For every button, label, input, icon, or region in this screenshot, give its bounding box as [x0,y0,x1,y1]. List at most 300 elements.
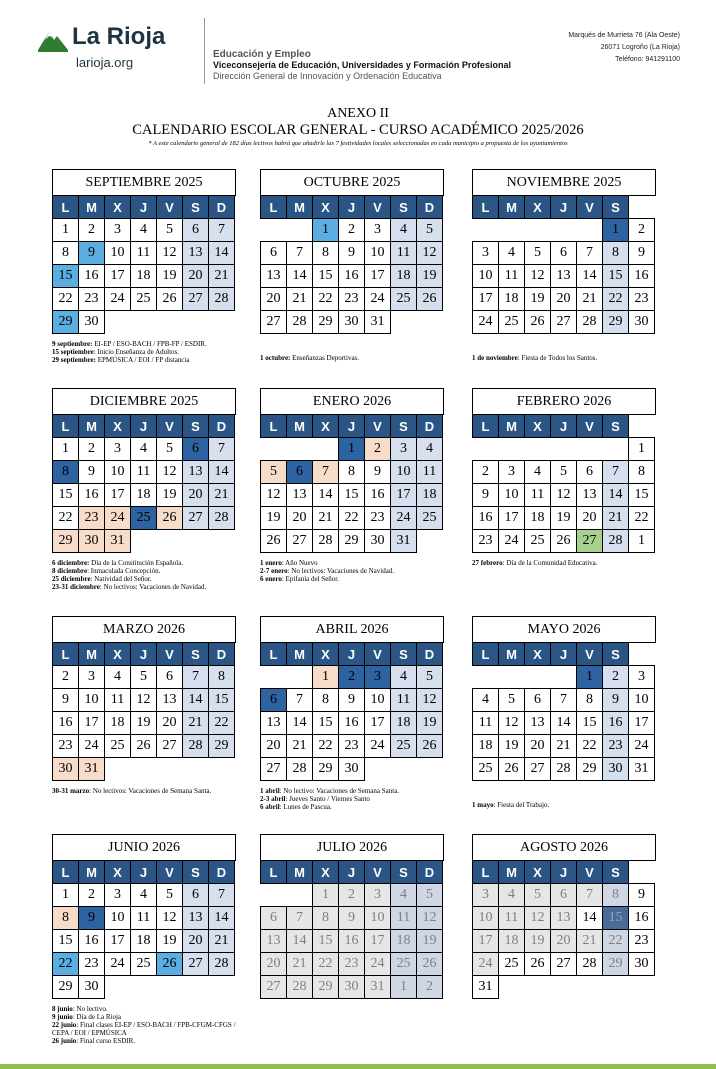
weekday-header: V [156,642,183,666]
day-cell: 19 [524,929,551,953]
day-cell: 24 [364,287,391,311]
dept-line: Viceconsejería de Educación, Universidades y Formación Profesional [213,60,511,70]
empty-day-cell [260,437,287,461]
day-cell: 11 [416,460,443,484]
weekday-header: V [364,195,391,219]
day-cell: 30 [78,529,105,553]
empty-day-cell [498,437,525,461]
day-cell: 7 [208,437,235,461]
empty-day-cell [550,437,577,461]
day-cell: 23 [338,952,365,976]
title-footnote: * A este calendario general de 182 días lectivos habrá que añadirle las 7 festividades locales seleccionadas en cada municipio a propuesta de los ayuntamientos [148,140,568,147]
day-cell: 24 [628,734,655,758]
day-cell: 9 [602,688,629,712]
day-cell: 19 [260,506,287,530]
day-cell: 28 [208,952,235,976]
day-cell: 2 [364,437,391,461]
weekday-header: J [550,414,577,438]
day-cell: 13 [286,483,313,507]
footer-line [0,1064,716,1069]
day-cell: 12 [130,688,157,712]
note-line [472,559,658,567]
day-cell: 22 [312,734,339,758]
day-cell: 6 [286,460,313,484]
empty-day-cell [182,757,209,781]
empty-day-cell [524,218,551,242]
day-cell: 19 [130,711,157,735]
weekday-header: S [602,195,629,219]
day-cell: 12 [550,483,577,507]
note-date: 2-3 abril [260,795,286,803]
day-cell: 11 [390,688,417,712]
day-cell: 16 [364,483,391,507]
empty-day-cell [156,529,183,553]
day-cell: 19 [416,929,443,953]
day-cell: 4 [390,218,417,242]
day-cell: 20 [260,287,287,311]
empty-day-cell [182,529,209,553]
weekday-header: S [182,860,209,884]
month-calendar [260,616,444,781]
day-cell: 2 [78,437,105,461]
note-text: : Año Nuevo [281,559,318,567]
empty-day-cell [472,665,499,689]
note-text: : Fiesta del Trabajo. [493,801,550,809]
day-cell: 23 [628,287,655,311]
day-cell: 5 [524,883,551,907]
day-cell: 27 [286,529,313,553]
day-cell: 4 [524,460,551,484]
day-cell: 27 [182,952,209,976]
day-cell: 29 [602,952,629,976]
note-line [52,1037,238,1045]
weekday-header: M [286,414,313,438]
weekday-header: L [260,642,287,666]
empty-day-cell [576,975,603,999]
day-cell: 30 [338,757,365,781]
note-text: : No lectivos: Vacaciones de Navidad. [287,567,395,575]
day-cell: 4 [390,665,417,689]
day-cell: 29 [208,734,235,758]
month-calendar [472,834,656,999]
day-cell: 27 [550,310,577,334]
weekday-header: L [472,195,499,219]
day-cell: 23 [338,734,365,758]
weekday-header: S [390,642,417,666]
day-cell: 29 [312,975,339,999]
day-cell: 10 [364,688,391,712]
weekday-header: L [52,414,79,438]
day-cell: 5 [156,883,183,907]
day-cell: 17 [390,483,417,507]
month-calendar [52,169,236,334]
weekday-header: D [208,642,235,666]
note-text: : Día de La Rioja [72,1013,122,1021]
weekday-header: L [260,195,287,219]
day-cell: 15 [628,483,655,507]
note-date: 9 septiembre: [52,340,93,348]
dept-line: Educación y Empleo [213,49,311,60]
day-cell: 14 [576,906,603,930]
weekday-header-blank [628,414,655,438]
day-cell: 24 [364,952,391,976]
day-cell: 9 [364,460,391,484]
day-cell: 6 [550,883,577,907]
empty-day-cell [498,975,525,999]
day-cell: 6 [182,883,209,907]
day-cell: 30 [338,975,365,999]
empty-day-cell [130,529,157,553]
weekday-header: J [130,195,157,219]
weekday-header: V [364,414,391,438]
day-cell: 2 [338,218,365,242]
day-cell: 2 [338,883,365,907]
day-cell: 29 [338,529,365,553]
site-url[interactable]: larioja.org [76,55,134,70]
day-cell: 27 [260,310,287,334]
weekday-header: M [498,195,525,219]
weekday-header: J [338,195,365,219]
day-cell: 25 [130,506,157,530]
weekday-header: D [416,860,443,884]
day-cell: 15 [312,264,339,288]
day-cell: 17 [364,711,391,735]
day-cell: 20 [156,711,183,735]
day-cell: 25 [390,287,417,311]
month-name: NOVIEMBRE 2025 [472,169,656,196]
day-cell: 5 [416,883,443,907]
mountain-logo-icon [38,28,68,52]
day-cell: 29 [312,310,339,334]
empty-day-cell [390,757,417,781]
day-cell: 24 [390,506,417,530]
day-cell: 30 [338,310,365,334]
note-date: 25 diciembre [52,575,91,583]
empty-day-cell [182,310,209,334]
day-cell: 8 [602,241,629,265]
day-cell: 20 [524,734,551,758]
day-cell: 30 [78,975,105,999]
day-cell: 3 [390,437,417,461]
day-cell: 28 [576,952,603,976]
weekday-header: L [472,414,499,438]
empty-day-cell [550,665,577,689]
day-cell: 19 [550,506,577,530]
day-cell: 2 [78,218,105,242]
note-date: 6 diciembre: [52,559,90,567]
weekday-header: S [602,414,629,438]
day-cell: 23 [472,529,499,553]
day-cell: 18 [472,734,499,758]
empty-day-cell [602,975,629,999]
note-date: 26 junio [52,1037,77,1045]
day-cell: 18 [524,506,551,530]
day-cell: 28 [312,529,339,553]
day-cell: 16 [78,483,105,507]
note-text: : Final curso ESDIR. [76,1037,136,1045]
day-cell: 3 [628,665,655,689]
weekday-header: S [182,414,209,438]
day-cell: 16 [602,711,629,735]
day-cell: 5 [416,218,443,242]
month-notes [52,1005,238,1045]
note-date: 8 diciembre [52,567,88,575]
day-cell: 27 [524,757,551,781]
day-cell: 3 [472,883,499,907]
day-cell: 3 [364,218,391,242]
day-cell: 16 [52,711,79,735]
day-cell: 23 [78,952,105,976]
weekday-header: S [182,642,209,666]
day-cell: 4 [498,241,525,265]
note-date: 2-7 enero [260,567,288,575]
day-cell: 28 [182,734,209,758]
day-cell: 7 [208,883,235,907]
day-cell: 16 [338,711,365,735]
day-cell: 18 [130,483,157,507]
note-line [52,559,238,567]
day-cell: 9 [78,241,105,265]
day-cell: 28 [286,757,313,781]
empty-day-cell [260,665,287,689]
empty-day-cell [498,218,525,242]
note-line [52,1005,238,1013]
weekday-header: J [338,642,365,666]
day-cell: 17 [472,929,499,953]
note-text: EPMÚSICA / EOI / FP distancia [96,356,190,364]
weekday-header: V [364,860,391,884]
day-cell: 17 [104,264,131,288]
day-cell: 13 [260,711,287,735]
day-cell: 5 [550,460,577,484]
weekday-header: M [78,642,105,666]
weekday-header: L [260,860,287,884]
day-cell: 10 [364,906,391,930]
day-cell: 25 [390,952,417,976]
day-cell: 5 [498,688,525,712]
weekday-header: X [104,860,131,884]
day-cell: 18 [104,711,131,735]
day-cell: 16 [628,264,655,288]
day-cell: 10 [472,906,499,930]
day-cell: 15 [602,906,629,930]
day-cell: 9 [52,688,79,712]
empty-day-cell [260,883,287,907]
day-cell: 23 [78,287,105,311]
empty-day-cell [130,975,157,999]
day-cell: 24 [472,310,499,334]
day-cell: 27 [260,757,287,781]
day-cell: 3 [364,665,391,689]
day-cell: 30 [628,952,655,976]
day-cell: 7 [550,688,577,712]
day-cell: 23 [628,929,655,953]
note-line [472,801,658,809]
note-text: : Natividad del Señor. [90,575,152,583]
month-name: JULIO 2026 [260,834,444,861]
empty-day-cell [286,883,313,907]
day-cell: 6 [550,241,577,265]
day-cell: 8 [52,460,79,484]
day-cell: 8 [312,688,339,712]
day-cell: 9 [338,688,365,712]
weekday-header: M [286,195,313,219]
day-cell: 4 [130,883,157,907]
empty-day-cell [364,757,391,781]
day-cell: 25 [524,529,551,553]
day-cell: 16 [628,906,655,930]
note-text: Día de la Constitución Española. [89,559,184,567]
day-cell: 25 [130,287,157,311]
month-notes [472,354,658,362]
day-cell: 6 [260,241,287,265]
day-cell: 22 [312,287,339,311]
day-cell: 30 [78,310,105,334]
day-cell: 11 [130,241,157,265]
day-cell: 21 [576,287,603,311]
day-cell: 15 [52,483,79,507]
day-cell: 23 [602,734,629,758]
day-cell: 16 [78,929,105,953]
note-line [52,1021,238,1037]
day-cell: 8 [52,906,79,930]
weekday-header: M [498,642,525,666]
day-cell: 20 [550,929,577,953]
day-cell: 8 [312,241,339,265]
weekday-header: L [472,642,499,666]
day-cell: 4 [104,665,131,689]
day-cell: 29 [52,310,79,334]
empty-day-cell [208,975,235,999]
empty-day-cell [628,975,655,999]
day-cell: 11 [472,711,499,735]
day-cell: 30 [628,310,655,334]
day-cell: 6 [182,437,209,461]
day-cell: 11 [524,483,551,507]
day-cell: 27 [576,529,603,553]
day-cell: 1 [628,529,655,553]
day-cell: 15 [312,711,339,735]
day-cell: 6 [260,688,287,712]
weekday-header: J [550,642,577,666]
day-cell: 11 [498,264,525,288]
day-cell: 7 [576,241,603,265]
day-cell: 26 [524,952,551,976]
month-calendar [260,169,444,334]
day-cell: 6 [182,218,209,242]
day-cell: 6 [524,688,551,712]
note-text: : Lunes de Pascua. [279,803,332,811]
day-cell: 2 [52,665,79,689]
empty-day-cell [390,310,417,334]
phone-line: Teléfono: 941291100 [615,56,680,63]
day-cell: 1 [576,665,603,689]
month-name: MARZO 2026 [52,616,236,643]
day-cell: 30 [52,757,79,781]
day-cell: 19 [524,287,551,311]
department-block [213,49,511,82]
day-cell: 20 [550,287,577,311]
page-header [0,0,716,100]
day-cell: 15 [338,483,365,507]
day-cell: 18 [390,711,417,735]
weekday-header: J [338,414,365,438]
weekday-header: L [52,860,79,884]
day-cell: 28 [208,506,235,530]
empty-day-cell [472,218,499,242]
day-cell: 17 [628,711,655,735]
note-text: : No lectivos: Vacaciones de Navidad. [99,583,207,591]
day-cell: 13 [524,711,551,735]
empty-day-cell [550,218,577,242]
note-date: 29 septiembre: [52,356,96,364]
day-cell: 26 [524,310,551,334]
month-notes [260,354,446,362]
weekday-header: S [390,195,417,219]
weekday-header: X [104,195,131,219]
day-cell: 1 [52,218,79,242]
weekday-header: V [364,642,391,666]
weekday-header: V [156,414,183,438]
note-line [52,348,238,356]
day-cell: 21 [550,734,577,758]
day-cell: 12 [156,906,183,930]
weekday-header: S [602,642,629,666]
day-cell: 16 [338,264,365,288]
day-cell: 7 [208,218,235,242]
note-text: : Fiesta de Todos los Santos. [517,354,598,362]
day-cell: 22 [52,952,79,976]
weekday-header: X [524,195,551,219]
note-text: : Jueves Santo / Viernes Santo [285,795,370,803]
empty-day-cell [550,975,577,999]
weekday-header: D [416,414,443,438]
day-cell: 21 [602,506,629,530]
day-cell: 17 [104,483,131,507]
day-cell: 20 [576,506,603,530]
empty-day-cell [208,529,235,553]
note-date: 1 octubre: [260,354,291,362]
day-cell: 7 [602,460,629,484]
month-notes [472,559,658,567]
weekday-header: S [390,860,417,884]
day-cell: 12 [416,688,443,712]
day-cell: 10 [104,241,131,265]
brand-name: La Rioja [72,23,166,50]
day-cell: 10 [472,264,499,288]
note-line [260,795,446,803]
day-cell: 22 [628,506,655,530]
day-cell: 1 [628,437,655,461]
day-cell: 17 [498,506,525,530]
day-cell: 26 [156,287,183,311]
note-text: : Día de la Comunidad Educativa. [502,559,598,567]
weekday-header: D [208,414,235,438]
empty-day-cell [524,975,551,999]
note-date: 9 junio [52,1013,73,1021]
note-line [52,583,238,591]
day-cell: 26 [156,506,183,530]
day-cell: 27 [260,975,287,999]
day-cell: 6 [576,460,603,484]
weekday-header: M [78,195,105,219]
day-cell: 10 [104,906,131,930]
empty-day-cell [130,310,157,334]
day-cell: 30 [364,529,391,553]
empty-day-cell [416,529,443,553]
note-line [52,356,238,364]
day-cell: 13 [576,483,603,507]
